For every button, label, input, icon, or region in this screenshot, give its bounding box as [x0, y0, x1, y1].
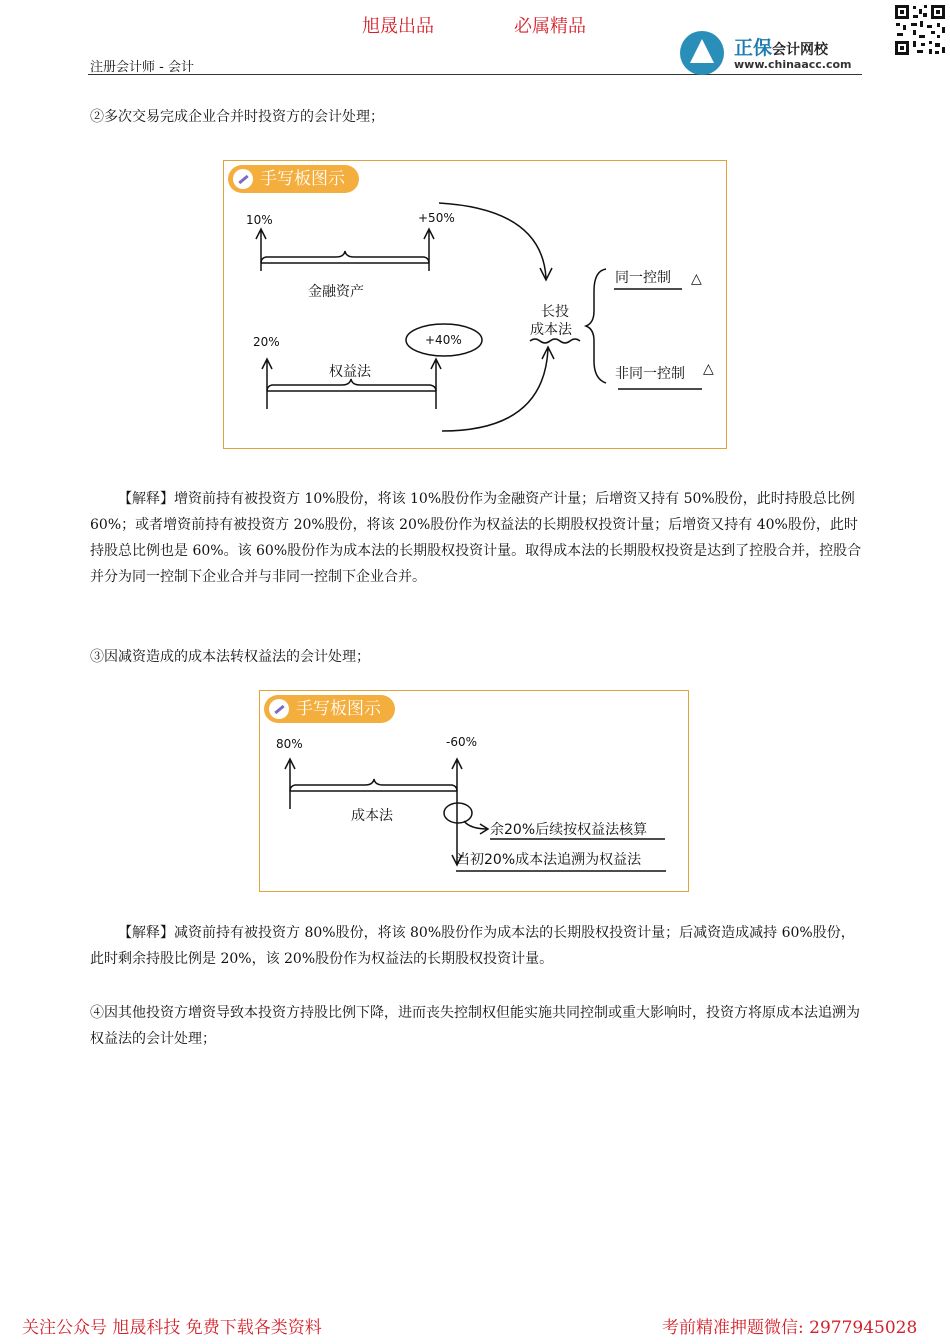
label-cost-method: 成本法	[351, 808, 393, 824]
note-retroactive: 当初20%成本法追溯为权益法	[456, 852, 642, 868]
label-financial-asset: 金融资产	[308, 284, 364, 300]
header-divider	[88, 74, 862, 75]
label-cost-method: 成本法	[530, 322, 572, 338]
label-20: 20%	[253, 335, 280, 349]
section-heading: ④因其他投资方增资导致本投资方持股比例下降，进而丧失控制权但能实施共同控制或重大影响时，投资方将原成本法追溯为权益法的会计处理；	[90, 1005, 860, 1047]
label-long-term: 长投	[541, 304, 569, 320]
label-same-control: 同一控制	[615, 270, 671, 286]
arrow-up-80	[285, 759, 295, 809]
circle-remaining	[444, 803, 472, 823]
arrow-up-10	[256, 229, 266, 271]
label-diff-control: 非同一控制	[615, 366, 685, 382]
bracket-cost	[290, 779, 457, 791]
triangle-icon: △	[691, 271, 702, 287]
explanation-paragraph: 【解释】增资前持有被投资方 10%股份，将该 10%股份作为金融资产计量；后增资又持有 50%股份，此时持股总比例 60%；或者增资前持有被投资方 20%股份，将该 20%股份作为权益法的长期股权投资计量；后增资又持有 40%股份，此时持股总比例也是 60%。该 60%股份作为成本法的长期股权投资计量。取得成本法的长期股权投资是达到了控股合并，控股合并分为同一控制下企业合并与非同一控制下企业合并。	[90, 491, 862, 585]
bracket-financial	[261, 251, 429, 263]
label-equity-method: 权益法	[329, 364, 371, 380]
footer-left: 关注公众号 旭晟科技 免费下载各类资料	[22, 1318, 322, 1338]
board-title: 手写板图示	[228, 165, 359, 193]
curve-arrow-top	[439, 203, 552, 280]
brace-control	[586, 269, 606, 383]
board-title: 手写板图示	[264, 695, 395, 723]
arrow-up-20	[262, 359, 272, 409]
label-10: 10%	[246, 213, 273, 227]
label-80: 80%	[276, 737, 303, 751]
handwriting-board-2	[259, 690, 689, 892]
arrow-up-40	[431, 359, 441, 409]
arrow-to-note1	[464, 821, 488, 834]
header-slogan-right: 必属精品	[514, 16, 586, 37]
note-remaining-equity: 余20%后续按权益法核算	[490, 822, 648, 838]
triangle-icon: △	[703, 361, 714, 377]
logo-text: 正保会计网校	[734, 37, 829, 59]
header-slogan-left: 旭晟出品	[362, 16, 434, 37]
arrow-up-50	[424, 229, 434, 271]
qr-code-icon	[893, 3, 947, 57]
curve-arrow-bottom	[442, 347, 554, 431]
diagram-lines	[224, 161, 726, 448]
label-plus50: +50%	[418, 211, 455, 225]
section-heading: ②多次交易完成企业合并时投资方的会计处理；	[90, 109, 384, 125]
arrow-up-60	[452, 759, 462, 799]
wavy-underline	[530, 339, 580, 343]
logo-url: www.chinaacc.com	[734, 58, 852, 71]
section-heading: ③因减资造成的成本法转权益法的会计处理；	[90, 649, 370, 665]
subject-title: 注册会计师 - 会计	[90, 60, 194, 75]
logo-icon	[680, 31, 724, 75]
footer-right: 考前精准押题微信: 2977945028	[662, 1318, 918, 1338]
explanation-paragraph: 【解释】减资前持有被投资方 80%股份，将该 80%股份作为成本法的长期股权投资计量；后减资造成减持 60%股份，此时剩余持股比例是 20%，该 20%股份作为权益法的长期股权投资计量。	[90, 925, 855, 967]
handwriting-board-1	[223, 160, 727, 449]
label-minus60: -60%	[446, 735, 478, 749]
label-plus40: +40%	[425, 333, 462, 347]
